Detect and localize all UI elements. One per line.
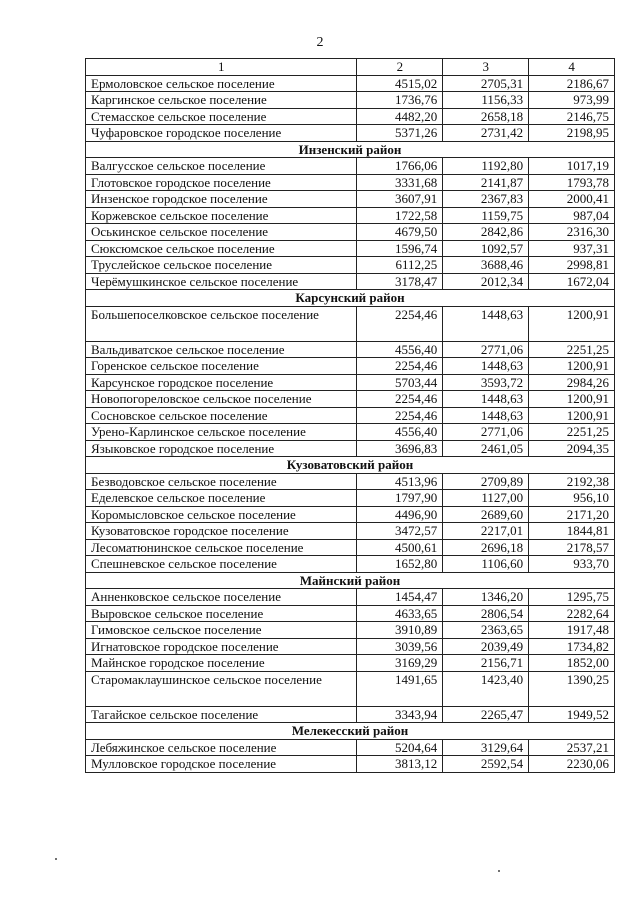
value-col-4-cell: 1949,52 xyxy=(529,706,615,723)
table-row xyxy=(86,257,615,274)
value-col-2-cell: 3607,91 xyxy=(357,191,443,208)
value-col-2-cell: 4633,65 xyxy=(357,605,443,622)
value-col-3-cell: 2705,31 xyxy=(443,75,529,92)
value-col-3-cell: 2217,01 xyxy=(443,523,529,540)
scan-speck xyxy=(498,870,500,872)
settlement-name-cell: Валгусское сельское поселение xyxy=(86,158,357,175)
value-col-3-cell: 1159,75 xyxy=(443,207,529,224)
table-row xyxy=(86,589,615,606)
value-col-3-cell: 2363,65 xyxy=(443,622,529,639)
value-col-2-cell: 2254,46 xyxy=(357,358,443,375)
settlement-name-cell: Тагайское сельское поселение xyxy=(86,706,357,723)
value-col-4-cell: 1200,91 xyxy=(529,407,615,424)
table-row xyxy=(86,756,615,773)
value-col-4-cell: 2230,06 xyxy=(529,756,615,773)
district-heading-row xyxy=(86,723,615,740)
value-col-4-cell: 2178,57 xyxy=(529,539,615,556)
value-col-2-cell: 5371,26 xyxy=(357,125,443,142)
value-col-2-cell: 2254,46 xyxy=(357,407,443,424)
district-heading-row xyxy=(86,290,615,307)
settlement-name-cell: Еделевское сельское поселение xyxy=(86,490,357,507)
value-col-4-cell: 2000,41 xyxy=(529,191,615,208)
value-col-3-cell: 2689,60 xyxy=(443,506,529,523)
value-col-2-cell: 4513,96 xyxy=(357,473,443,490)
value-col-4-cell: 956,10 xyxy=(529,490,615,507)
table-row xyxy=(86,556,615,573)
table-row xyxy=(86,240,615,257)
table-row xyxy=(86,125,615,142)
value-col-2-cell: 1491,65 xyxy=(357,671,443,706)
value-col-4-cell: 1200,91 xyxy=(529,358,615,375)
value-col-2-cell: 3331,68 xyxy=(357,174,443,191)
settlement-name-cell: Языковское городское поселение xyxy=(86,440,357,457)
district-heading: Майнский район xyxy=(86,572,615,589)
value-col-4-cell: 1295,75 xyxy=(529,589,615,606)
table-row xyxy=(86,273,615,290)
settlement-name-cell: Стемасское сельское поселение xyxy=(86,108,357,125)
table-row xyxy=(86,391,615,408)
value-col-3-cell: 2367,83 xyxy=(443,191,529,208)
value-col-2-cell: 3343,94 xyxy=(357,706,443,723)
value-col-3-cell: 1156,33 xyxy=(443,92,529,109)
value-col-2-cell: 4556,40 xyxy=(357,424,443,441)
settlement-name-cell: Ермоловское сельское поселение xyxy=(86,75,357,92)
value-col-3-cell: 1127,00 xyxy=(443,490,529,507)
settlements-table xyxy=(85,58,615,773)
value-col-4-cell: 1200,91 xyxy=(529,391,615,408)
table-row xyxy=(86,655,615,672)
table-row xyxy=(86,224,615,241)
table-row xyxy=(86,158,615,175)
table-row xyxy=(86,407,615,424)
value-col-3-cell: 1448,63 xyxy=(443,391,529,408)
settlement-name-cell: Оськинское сельское поселение xyxy=(86,224,357,241)
value-col-3-cell: 3129,64 xyxy=(443,739,529,756)
settlement-name-cell: Большепоселковское сельское поселение xyxy=(86,306,357,341)
value-col-4-cell: 2171,20 xyxy=(529,506,615,523)
value-col-2-cell: 5204,64 xyxy=(357,739,443,756)
district-heading: Мелекесский район xyxy=(86,723,615,740)
value-col-3-cell: 1192,80 xyxy=(443,158,529,175)
table-row xyxy=(86,523,615,540)
value-col-4-cell: 973,99 xyxy=(529,92,615,109)
value-col-2-cell: 6112,25 xyxy=(357,257,443,274)
value-col-4-cell: 2198,95 xyxy=(529,125,615,142)
value-col-4-cell: 2186,67 xyxy=(529,75,615,92)
settlement-name-cell: Кузоватовское городское поселение xyxy=(86,523,357,540)
value-col-2-cell: 3813,12 xyxy=(357,756,443,773)
value-col-3-cell: 2039,49 xyxy=(443,638,529,655)
value-col-3-cell: 2709,89 xyxy=(443,473,529,490)
table-row xyxy=(86,374,615,391)
value-col-3-cell: 1448,63 xyxy=(443,306,529,341)
settlement-name-cell: Каргинское сельское поселение xyxy=(86,92,357,109)
value-col-3-cell: 2461,05 xyxy=(443,440,529,457)
settlement-name-cell: Выровское сельское поселение xyxy=(86,605,357,622)
value-col-3-cell: 2696,18 xyxy=(443,539,529,556)
value-col-4-cell: 1017,19 xyxy=(529,158,615,175)
value-col-4-cell: 2998,81 xyxy=(529,257,615,274)
table-row xyxy=(86,341,615,358)
settlement-name-cell: Вальдиватское сельское поселение xyxy=(86,341,357,358)
value-col-3-cell: 2141,87 xyxy=(443,174,529,191)
settlement-name-cell: Черёмушкинское сельское поселение xyxy=(86,273,357,290)
value-col-2-cell: 4482,20 xyxy=(357,108,443,125)
settlement-name-cell: Чуфаровское городское поселение xyxy=(86,125,357,142)
value-col-4-cell: 2984,26 xyxy=(529,374,615,391)
settlement-name-cell: Глотовское городское поселение xyxy=(86,174,357,191)
value-col-3-cell: 1092,57 xyxy=(443,240,529,257)
table-row xyxy=(86,207,615,224)
table-row xyxy=(86,358,615,375)
value-col-4-cell: 1917,48 xyxy=(529,622,615,639)
settlement-name-cell: Анненковское сельское поселение xyxy=(86,589,357,606)
settlement-name-cell: Горенское сельское поселение xyxy=(86,358,357,375)
table-header-row xyxy=(86,59,615,76)
page-number: 2 xyxy=(316,35,324,50)
value-col-2-cell: 3169,29 xyxy=(357,655,443,672)
settlement-name-cell: Инзенское городское поселение xyxy=(86,191,357,208)
value-col-3-cell: 1448,63 xyxy=(443,407,529,424)
table-row xyxy=(86,739,615,756)
value-col-3-cell: 1448,63 xyxy=(443,358,529,375)
value-col-3-cell: 2265,47 xyxy=(443,706,529,723)
table-row xyxy=(86,706,615,723)
value-col-3-cell: 2658,18 xyxy=(443,108,529,125)
value-col-3-cell: 2012,34 xyxy=(443,273,529,290)
settlement-name-cell: Коромысловское сельское поселение xyxy=(86,506,357,523)
value-col-2-cell: 1766,06 xyxy=(357,158,443,175)
table-row xyxy=(86,191,615,208)
value-col-4-cell: 1793,78 xyxy=(529,174,615,191)
value-col-3-cell: 2771,06 xyxy=(443,424,529,441)
settlement-name-cell: Лесоматюнинское сельское поселение xyxy=(86,539,357,556)
settlement-name-cell: Старомаклаушинское сельское поселение xyxy=(86,671,357,706)
district-heading-row xyxy=(86,572,615,589)
settlement-name-cell: Новопогореловское сельское поселение xyxy=(86,391,357,408)
value-col-2-cell: 4500,61 xyxy=(357,539,443,556)
value-col-4-cell: 987,04 xyxy=(529,207,615,224)
table-row xyxy=(86,539,615,556)
value-col-2-cell: 3910,89 xyxy=(357,622,443,639)
value-col-2-cell: 3696,83 xyxy=(357,440,443,457)
value-col-2-cell: 4679,50 xyxy=(357,224,443,241)
header-col-3: 3 xyxy=(443,59,529,76)
value-col-4-cell: 2316,30 xyxy=(529,224,615,241)
table-row xyxy=(86,92,615,109)
settlement-name-cell: Лебяжинское сельское поселение xyxy=(86,739,357,756)
value-col-2-cell: 1454,47 xyxy=(357,589,443,606)
value-col-4-cell: 1852,00 xyxy=(529,655,615,672)
value-col-3-cell: 1106,60 xyxy=(443,556,529,573)
table-row xyxy=(86,671,615,706)
table-row xyxy=(86,424,615,441)
value-col-3-cell: 3593,72 xyxy=(443,374,529,391)
table-row xyxy=(86,506,615,523)
value-col-2-cell: 4496,90 xyxy=(357,506,443,523)
value-col-4-cell: 1672,04 xyxy=(529,273,615,290)
value-col-2-cell: 4556,40 xyxy=(357,341,443,358)
settlement-name-cell: Карсунское городское поселение xyxy=(86,374,357,391)
settlement-name-cell: Коржевское сельское поселение xyxy=(86,207,357,224)
header-col-2: 2 xyxy=(357,59,443,76)
value-col-3-cell: 2806,54 xyxy=(443,605,529,622)
value-col-3-cell: 2592,54 xyxy=(443,756,529,773)
value-col-2-cell: 3039,56 xyxy=(357,638,443,655)
scan-speck xyxy=(55,858,57,860)
value-col-4-cell: 2251,25 xyxy=(529,341,615,358)
value-col-4-cell: 2251,25 xyxy=(529,424,615,441)
district-heading-row xyxy=(86,457,615,474)
district-heading: Карсунский район xyxy=(86,290,615,307)
table-row xyxy=(86,605,615,622)
settlement-name-cell: Безводовское сельское поселение xyxy=(86,473,357,490)
table-row xyxy=(86,473,615,490)
table-row xyxy=(86,75,615,92)
value-col-2-cell: 1596,74 xyxy=(357,240,443,257)
value-col-4-cell: 2282,64 xyxy=(529,605,615,622)
value-col-2-cell: 1797,90 xyxy=(357,490,443,507)
value-col-3-cell: 2156,71 xyxy=(443,655,529,672)
value-col-2-cell: 1736,76 xyxy=(357,92,443,109)
district-heading: Кузоватовский район xyxy=(86,457,615,474)
settlement-name-cell: Мулловское городское поселение xyxy=(86,756,357,773)
value-col-4-cell: 1390,25 xyxy=(529,671,615,706)
table-row xyxy=(86,440,615,457)
district-heading-row xyxy=(86,141,615,158)
value-col-2-cell: 2254,46 xyxy=(357,306,443,341)
value-col-3-cell: 2731,42 xyxy=(443,125,529,142)
value-col-4-cell: 1734,82 xyxy=(529,638,615,655)
settlement-name-cell: Сюксюмское сельское поселение xyxy=(86,240,357,257)
value-col-2-cell: 1652,80 xyxy=(357,556,443,573)
value-col-4-cell: 937,31 xyxy=(529,240,615,257)
value-col-3-cell: 3688,46 xyxy=(443,257,529,274)
value-col-4-cell: 2192,38 xyxy=(529,473,615,490)
table-row xyxy=(86,638,615,655)
value-col-4-cell: 933,70 xyxy=(529,556,615,573)
table-body xyxy=(86,59,615,773)
value-col-3-cell: 1423,40 xyxy=(443,671,529,706)
value-col-2-cell: 1722,58 xyxy=(357,207,443,224)
value-col-4-cell: 2094,35 xyxy=(529,440,615,457)
table-row xyxy=(86,108,615,125)
settlement-name-cell: Урено-Карлинское сельское поселение xyxy=(86,424,357,441)
value-col-4-cell: 2537,21 xyxy=(529,739,615,756)
table-row xyxy=(86,490,615,507)
value-col-4-cell: 1844,81 xyxy=(529,523,615,540)
value-col-2-cell: 3178,47 xyxy=(357,273,443,290)
value-col-2-cell: 3472,57 xyxy=(357,523,443,540)
value-col-2-cell: 4515,02 xyxy=(357,75,443,92)
settlement-name-cell: Гимовское сельское поселение xyxy=(86,622,357,639)
header-col-1: 1 xyxy=(86,59,357,76)
table-row xyxy=(86,622,615,639)
value-col-4-cell: 2146,75 xyxy=(529,108,615,125)
settlement-name-cell: Труслейское сельское поселение xyxy=(86,257,357,274)
table-row xyxy=(86,174,615,191)
value-col-4-cell: 1200,91 xyxy=(529,306,615,341)
settlement-name-cell: Спешневское сельское поселение xyxy=(86,556,357,573)
table-row xyxy=(86,306,615,341)
value-col-2-cell: 5703,44 xyxy=(357,374,443,391)
value-col-2-cell: 2254,46 xyxy=(357,391,443,408)
value-col-3-cell: 1346,20 xyxy=(443,589,529,606)
settlement-name-cell: Сосновское сельское поселение xyxy=(86,407,357,424)
district-heading: Инзенский район xyxy=(86,141,615,158)
value-col-3-cell: 2842,86 xyxy=(443,224,529,241)
value-col-3-cell: 2771,06 xyxy=(443,341,529,358)
header-col-4: 4 xyxy=(529,59,615,76)
settlement-name-cell: Игнатовское городское поселение xyxy=(86,638,357,655)
settlement-name-cell: Майнское городское поселение xyxy=(86,655,357,672)
